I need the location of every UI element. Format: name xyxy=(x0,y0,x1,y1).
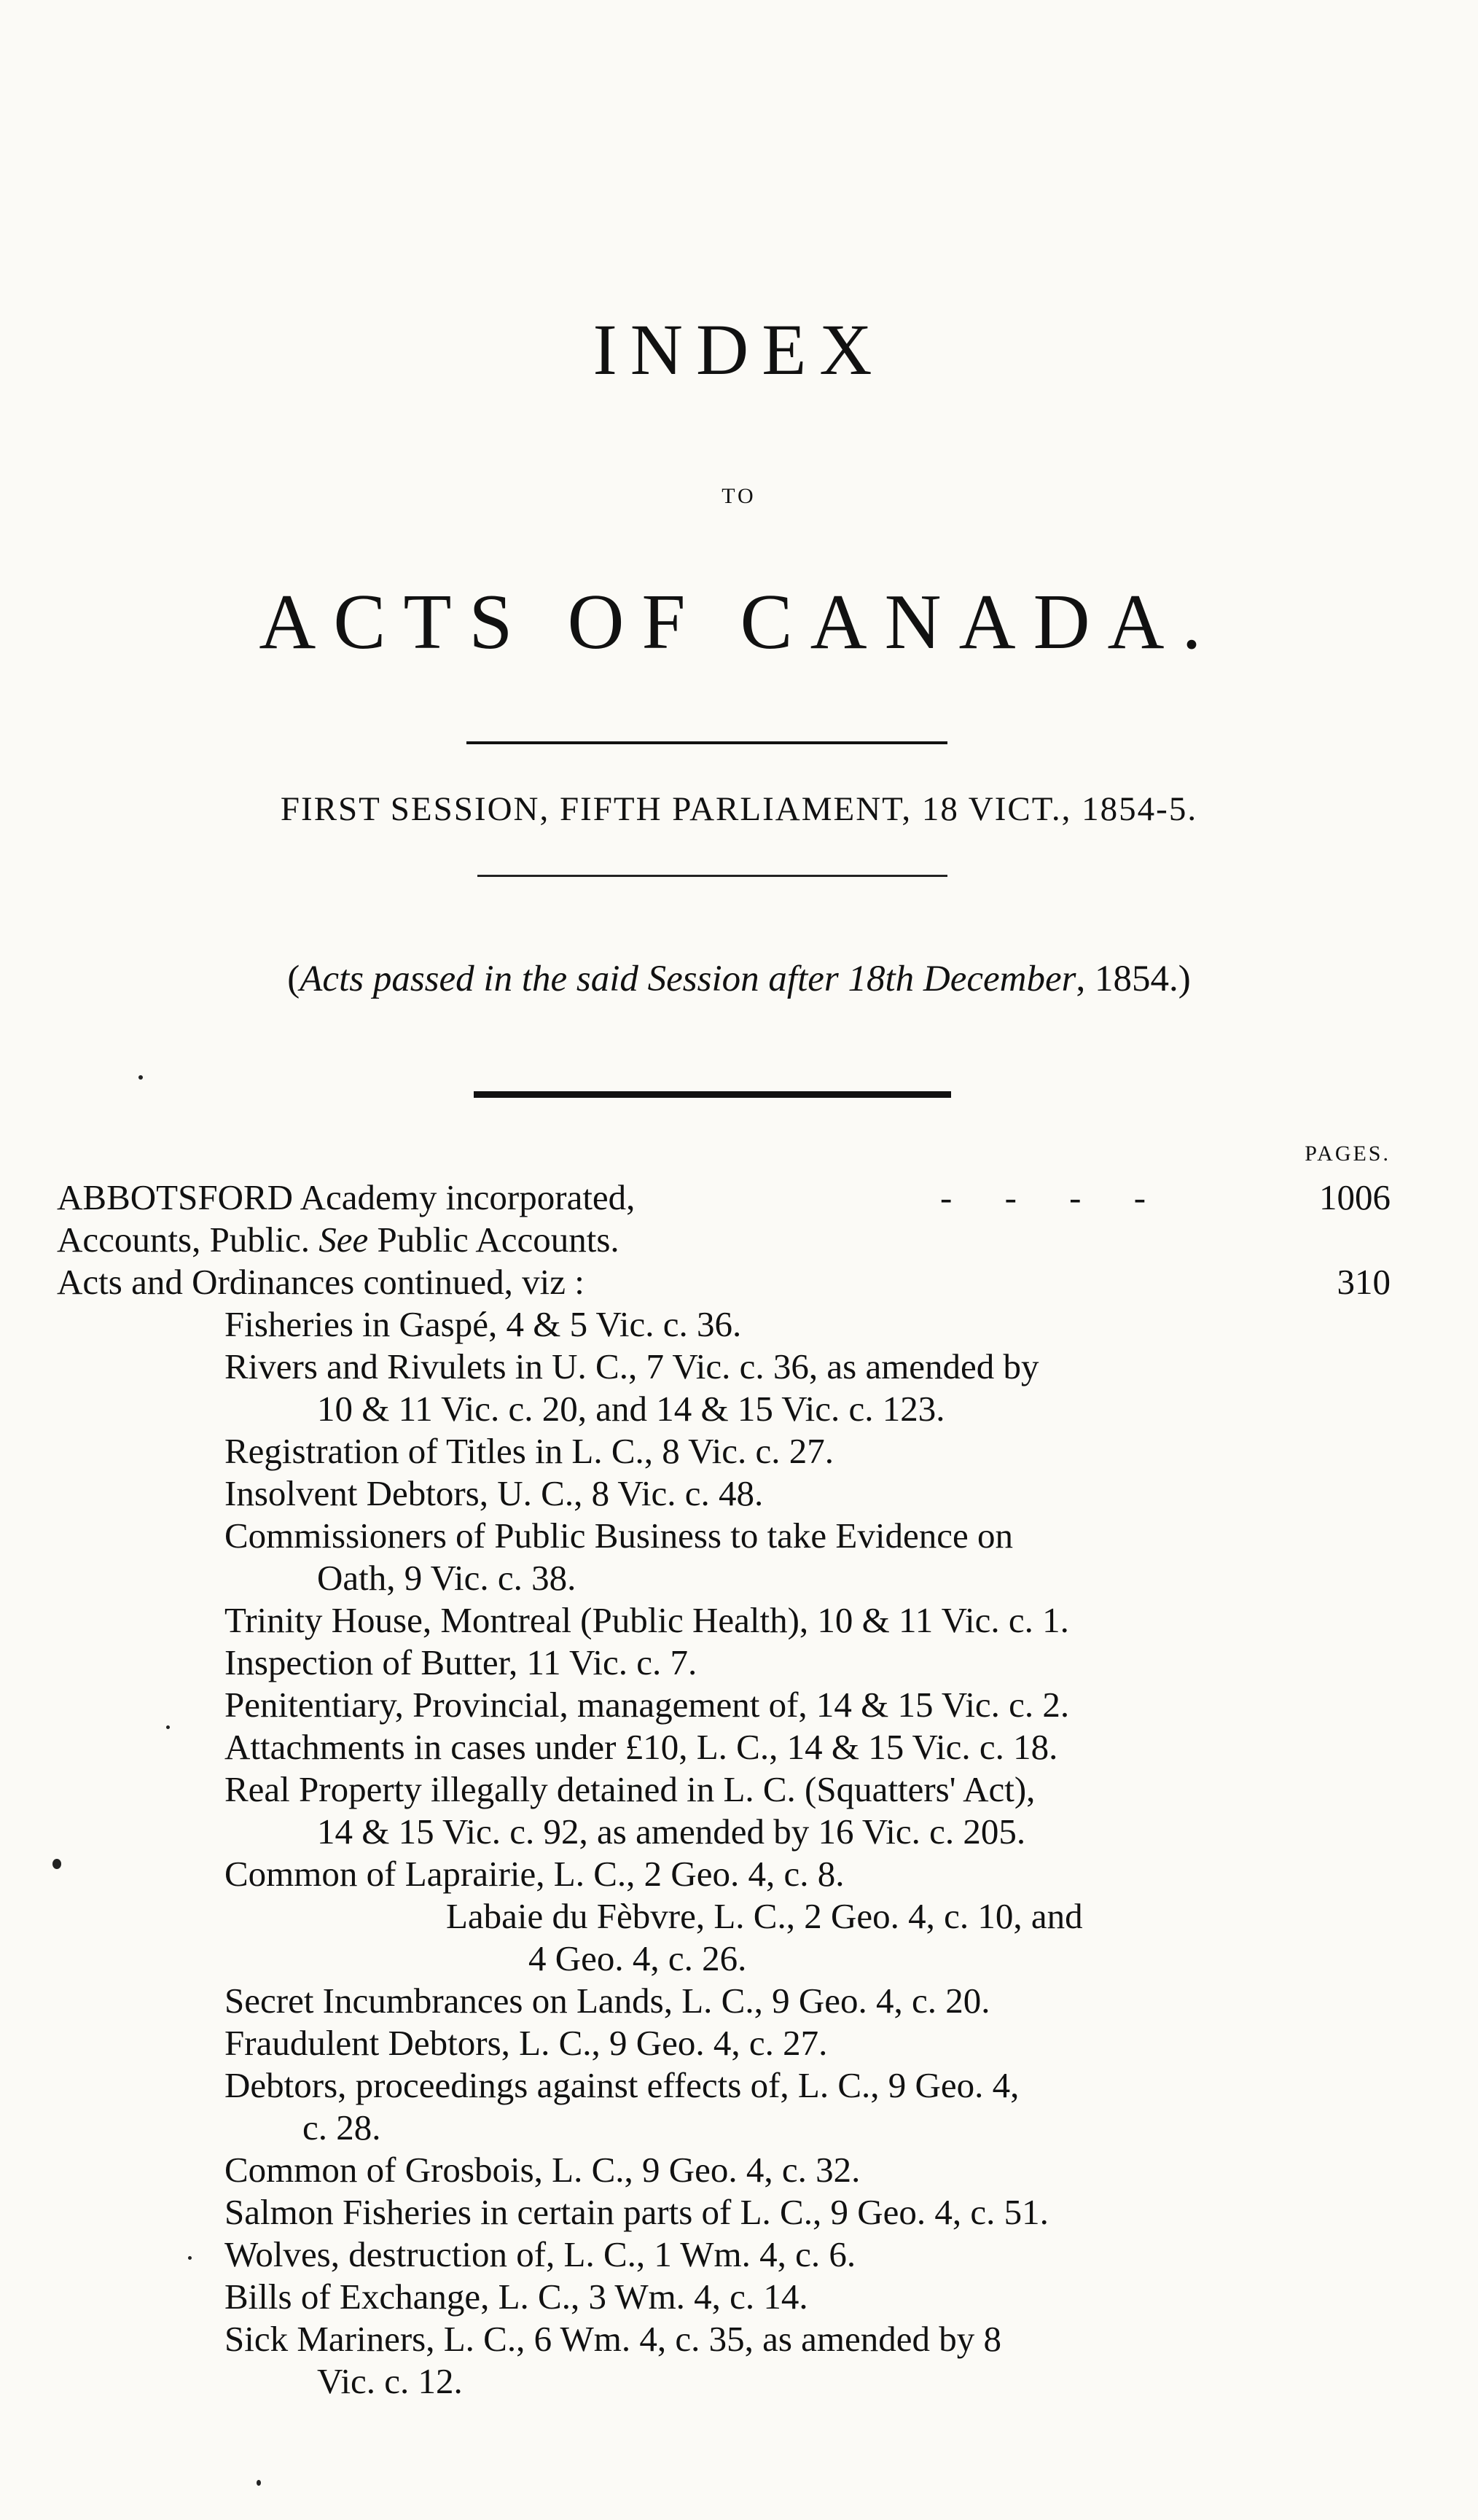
sub-entry: Insolvent Debtors, U. C., 8 Vic. c. 48. xyxy=(224,1473,764,1513)
entry-page-number: 310 xyxy=(1337,1262,1391,1302)
ink-speck xyxy=(166,1725,170,1729)
entry-acts-and-ordinances: Acts and Ordinances continued, viz : xyxy=(57,1262,584,1302)
divider-rule-thick xyxy=(474,1091,951,1098)
ink-speck xyxy=(188,2256,192,2260)
sub-entry: Inspection of Butter, 11 Vic. c. 7. xyxy=(224,1642,697,1682)
divider-rule-middle xyxy=(477,875,947,877)
sub-entry: Fraudulent Debtors, L. C., 9 Geo. 4, c. 27. xyxy=(224,2023,828,2063)
sub-entry-continuation: c. 28. xyxy=(302,2107,381,2148)
sub-entry-continuation: Vic. c. 12. xyxy=(317,2361,463,2401)
sub-entry: Fisheries in Gaspé, 4 & 5 Vic. c. 36. xyxy=(224,1304,742,1344)
sub-entry: Penitentiary, Provincial, management of, 14 & 15 Vic. c. 2. xyxy=(224,1685,1070,1725)
to-heading: TO xyxy=(722,484,756,508)
session-note xyxy=(0,961,1478,998)
sub-entry-continuation: Oath, 9 Vic. c. 38. xyxy=(317,1558,576,1598)
sub-entry: Real Property illegally detained in L. C. (Squatters' Act), xyxy=(224,1769,1036,1809)
sub-entry-continuation: 4 Geo. 4, c. 26. xyxy=(528,1938,747,1978)
sub-entry: Commissioners of Public Business to take Evidence on xyxy=(224,1515,1013,1556)
sub-entry: Wolves, destruction of, L. C., 1 Wm. 4, c. 6. xyxy=(224,2234,856,2274)
entry-page-number: 1006 xyxy=(1319,1177,1391,1217)
sub-entry: Common of Grosbois, L. C., 9 Geo. 4, c. 32. xyxy=(224,2150,861,2190)
entry-accounts-text: Accounts, Public. xyxy=(57,1220,310,1260)
divider-rule-top xyxy=(466,741,947,744)
entry-accounts-public xyxy=(57,1220,619,1260)
sub-entry: Registration of Titles in L. C., 8 Vic. c. 27. xyxy=(224,1431,834,1471)
sub-entry-nested: Labaie du Fèbvre, L. C., 2 Geo. 4, c. 10, and xyxy=(446,1896,1083,1936)
sub-entry-continuation: 14 & 15 Vic. c. 92, as amended by 16 Vic. c. 205. xyxy=(317,1811,1026,1852)
note-close: , 1854.) xyxy=(1076,959,1191,999)
session-line: FIRST SESSION, FIFTH PARLIAMENT, 18 VICT., 1854-5. xyxy=(280,790,1198,828)
ink-speck xyxy=(257,2480,261,2486)
sub-entry: Common of Laprairie, L. C., 2 Geo. 4, c. 8. xyxy=(224,1854,845,1894)
sub-entry: Attachments in cases under £10, L. C., 14 & 15 Vic. c. 18. xyxy=(224,1727,1058,1767)
sub-entry: Bills of Exchange, L. C., 3 Wm. 4, c. 14. xyxy=(224,2277,808,2317)
ink-speck xyxy=(138,1075,143,1080)
pages-column-label: PAGES. xyxy=(1305,1142,1391,1166)
entry-leader-dashes: - - - - xyxy=(940,1177,1168,1217)
note-open: ( xyxy=(287,959,300,999)
note-italic: Acts passed in the said Session after 18th December xyxy=(300,959,1076,999)
sub-entry: Sick Mariners, L. C., 6 Wm. 4, c. 35, as amended by 8 xyxy=(224,2319,1002,2359)
sub-entry: Rivers and Rivulets in U. C., 7 Vic. c. 36, as amended by xyxy=(224,1346,1039,1386)
acts-of-canada-heading: ACTS OF CANADA. xyxy=(259,579,1219,666)
sub-entry: Debtors, proceedings against effects of, L. C., 9 Geo. 4, xyxy=(224,2065,1020,2105)
sub-entry: Secret Incumbrances on Lands, L. C., 9 Geo. 4, c. 20. xyxy=(224,1981,990,2021)
index-heading: INDEX xyxy=(593,309,885,390)
sub-entry-continuation: 10 & 11 Vic. c. 20, and 14 & 15 Vic. c. 123. xyxy=(317,1389,945,1429)
entry-abbotsford: ABBOTSFORD Academy incorporated, xyxy=(57,1177,636,1217)
sub-entry: Trinity House, Montreal (Public Health), 10 & 11 Vic. c. 1. xyxy=(224,1600,1069,1640)
ink-speck xyxy=(52,1859,61,1869)
entry-accounts-target: Public Accounts. xyxy=(377,1220,619,1260)
sub-entry: Salmon Fisheries in certain parts of L. C., 9 Geo. 4, c. 51. xyxy=(224,2192,1049,2232)
see-reference: See xyxy=(318,1220,369,1260)
